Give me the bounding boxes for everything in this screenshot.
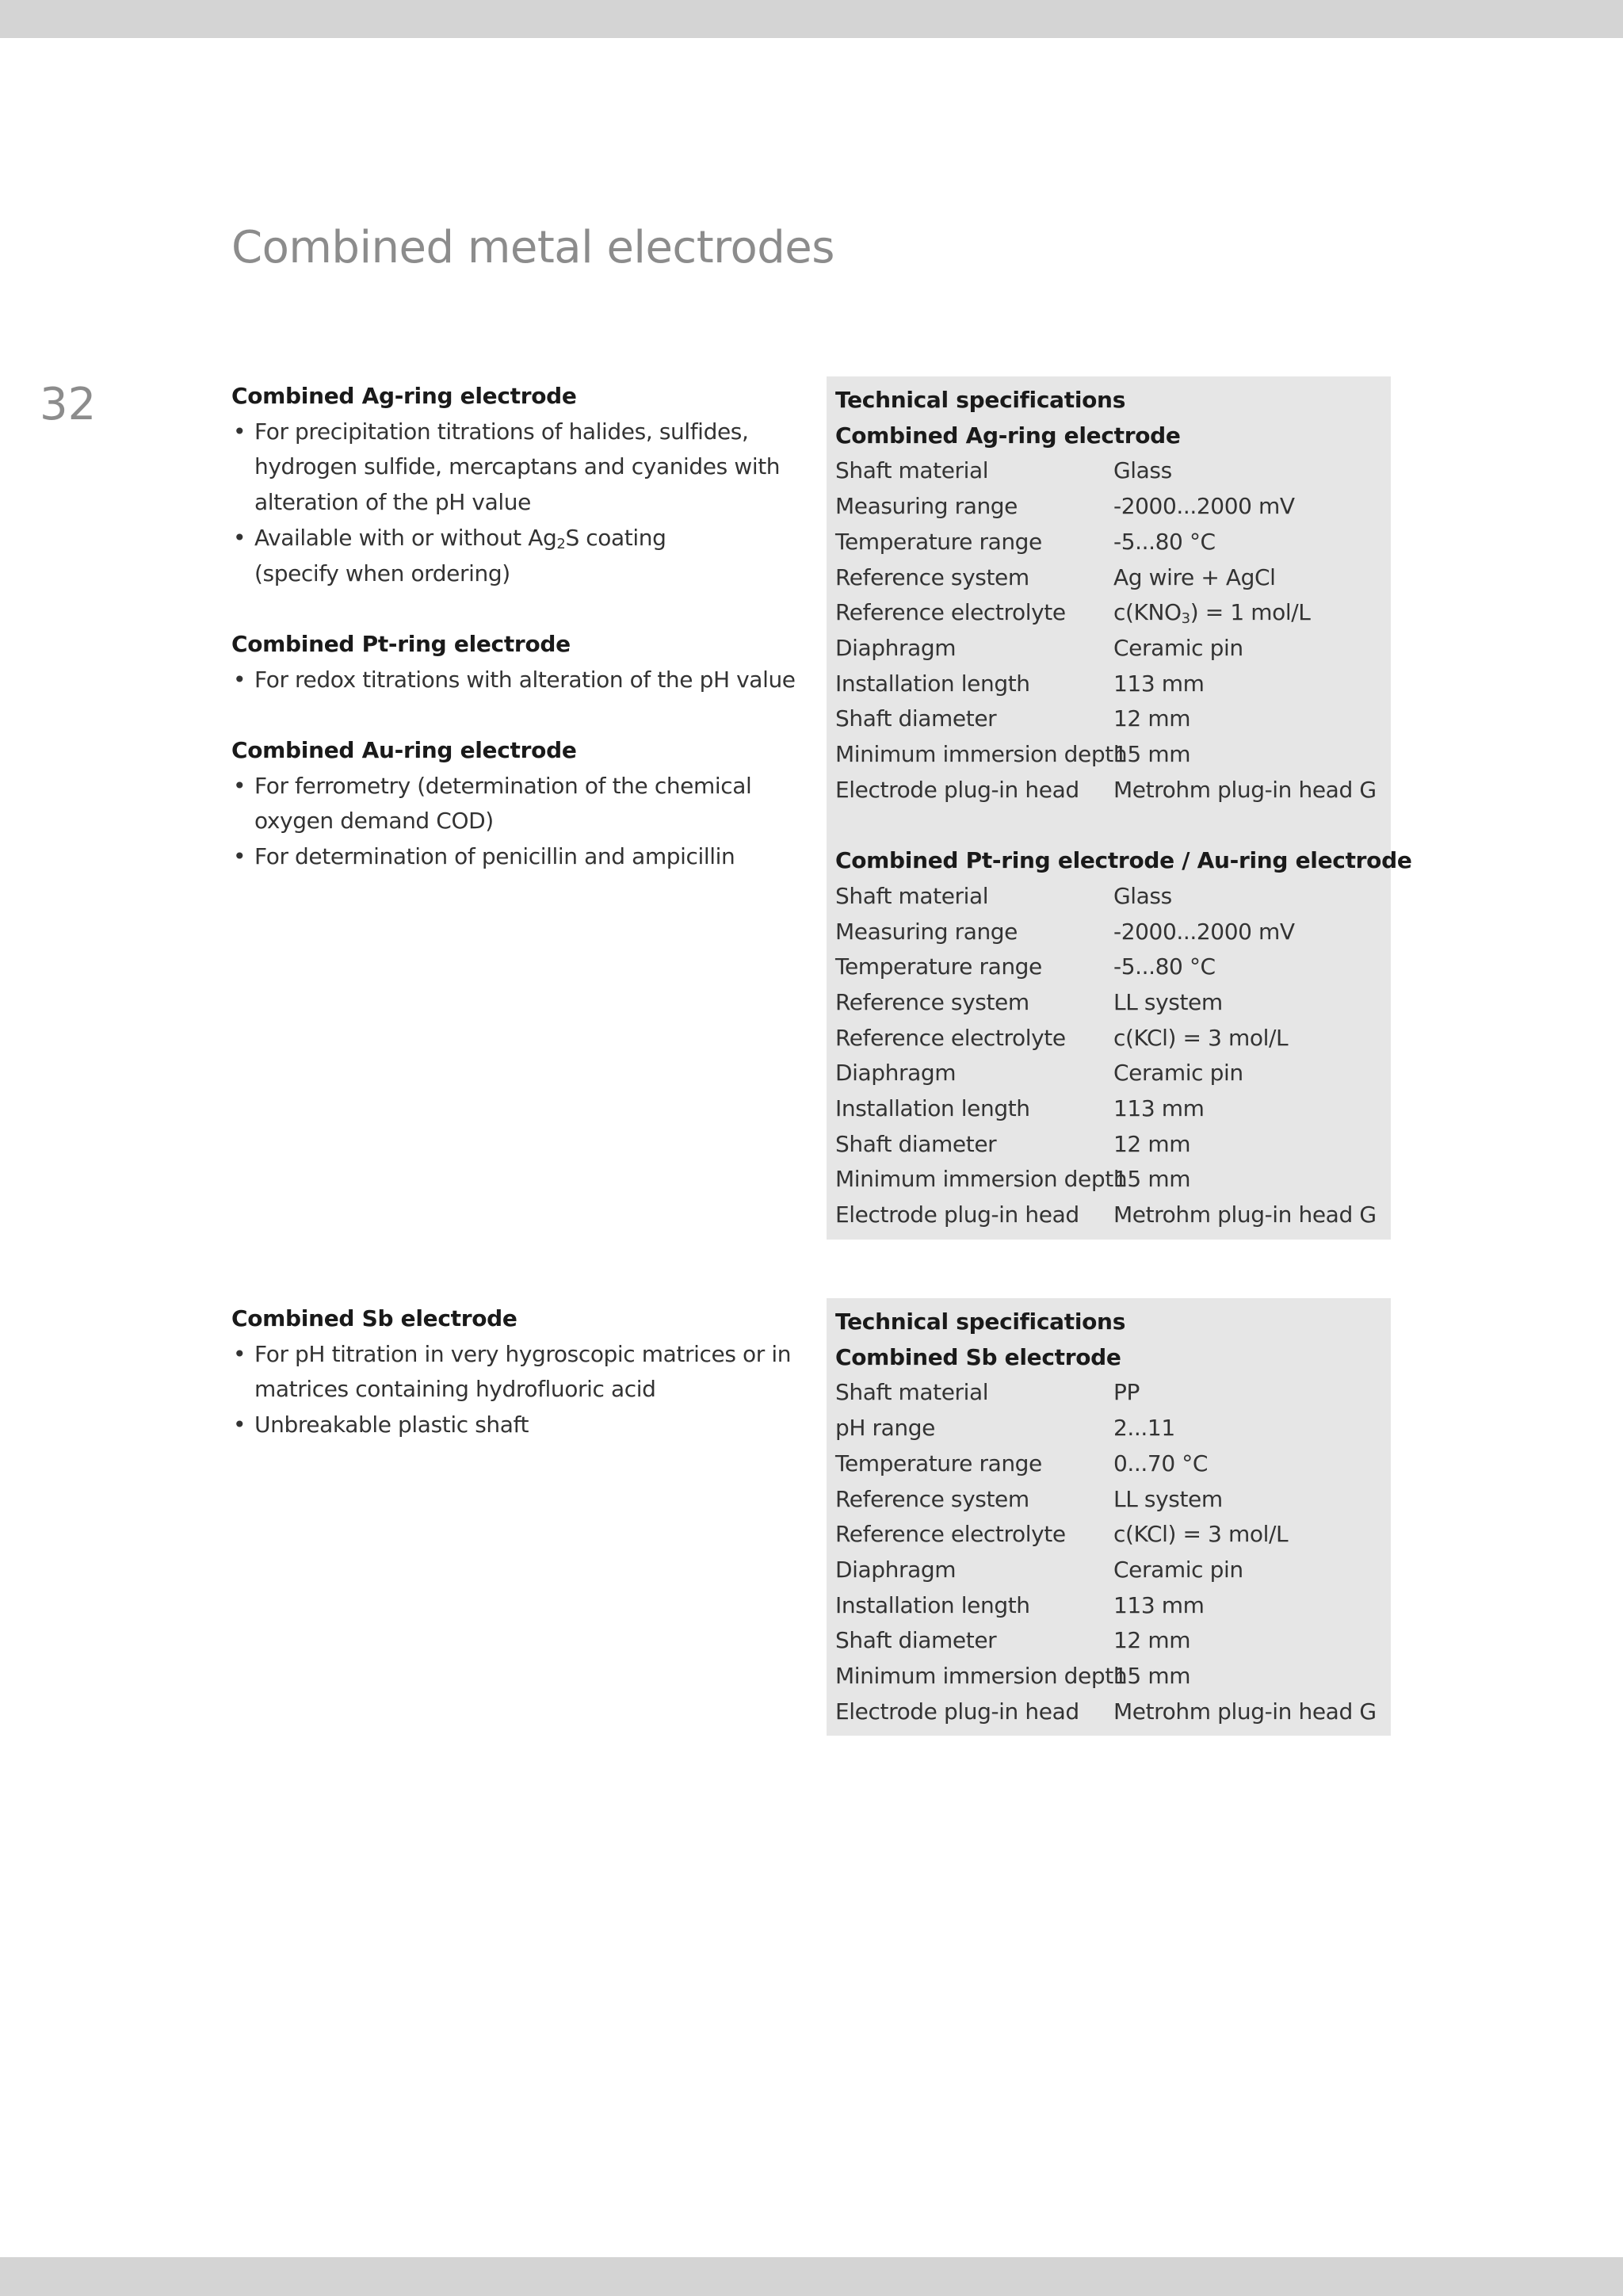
section2-products [231,1301,802,1479]
bullet-list [231,663,802,698]
spec-row [835,1659,1391,1694]
spec-row [835,1162,1391,1198]
spec-row [835,1446,1391,1482]
spec-value: Ceramic pin [1113,1556,1243,1583]
spec-value: Metrohm plug-in head G [1113,776,1377,803]
spec-value: LL system [1113,1485,1223,1512]
spec-row [835,949,1391,985]
spec-row [835,1411,1391,1446]
spec-value: 113 mm [1113,1591,1205,1618]
spec-value: $c(KNO_3) = 1$ mol/L [1113,599,1311,628]
spec-row [835,701,1391,737]
spec-row [835,453,1391,489]
bullet-icon: • [233,772,246,799]
spec-label: Diaphragm [835,634,957,661]
spec-label: Reference system [835,563,1029,590]
spec-value: 15 mm [1113,741,1191,768]
bullet-item: • For ferrometry (determination of the chemical oxygen demand COD) [231,769,802,839]
spec-row [835,1091,1391,1127]
page-title: Combined metal electrodes [231,222,834,273]
spec-value: -5...80 °C [1113,528,1216,555]
spec-row [835,1623,1391,1659]
bullet-list [231,415,802,592]
spec-label: Temperature range [835,1450,1042,1477]
spec-label: Electrode plug-in head [835,1201,1079,1228]
spec-value: -2000...2000 mV [1113,493,1295,520]
bullet-item: • For redox titrations with alteration of the pH value [231,663,802,698]
spec-value: Glass [1113,882,1172,909]
spec-label: Diaphragm [835,1060,957,1087]
bullet-item: • For pH titration in very hygroscopic matrices or in matrices containing hydrofluoric acid [231,1337,802,1408]
spec-label: Installation length [835,1095,1030,1122]
spec-group-title: Combined Pt-ring electrode / Au-ring electrode [835,847,1412,874]
bullet-icon: • [233,418,246,445]
spec-label: Minimum immersion depth [835,1166,1128,1193]
spec-value: Ceramic pin [1113,1060,1243,1087]
spec-row [835,879,1391,915]
spec-row [835,737,1391,773]
spec-heading: Technical specifications [835,1308,1126,1335]
spec-group-title: Combined Ag-ring electrode [835,422,1181,449]
product-title: Combined Au-ring electrode [231,737,577,763]
spec-label: Reference electrolyte [835,1024,1066,1051]
spec-label: Temperature range [835,528,1042,555]
spec-value: -2000...2000 mV [1113,918,1295,945]
spec-value: 12 mm [1113,1130,1191,1157]
bullet-list [231,1337,802,1443]
spec-row [835,773,1391,808]
spec-gap [835,808,1391,843]
spec-box-section2 [827,1298,1391,1736]
spec-value: Glass [1113,457,1172,484]
bullet-icon: • [233,1340,246,1367]
spec-label: Reference system [835,1485,1029,1512]
product-ag-ring [231,379,802,591]
bullet-item: • For determination of penicillin and ampicillin [231,839,802,875]
spec-row [835,595,1391,631]
spec-row [835,525,1391,560]
spec-value: Metrohm plug-in head G [1113,1201,1377,1228]
bottom-band [0,2257,1623,2296]
product-title: Combined Pt-ring electrode [231,630,571,657]
spec-label: Shaft material [835,882,989,909]
bullet-icon: • [233,843,246,870]
product-pt-ring [231,627,802,697]
spec-row [835,985,1391,1021]
spec-row [835,1375,1391,1411]
spec-heading: Technical specifications [835,387,1126,413]
spec-row [835,1482,1391,1518]
spec-row [835,1694,1391,1730]
bullet-icon: • [233,1412,246,1438]
spec-label: Reference electrolyte [835,599,1066,626]
spec-label: Reference electrolyte [835,1521,1066,1548]
spec-value: 2...11 [1113,1415,1175,1442]
spec-value: 12 mm [1113,705,1191,732]
product-sb [231,1301,802,1443]
spec-label: Minimum immersion depth [835,741,1128,768]
spec-row [835,915,1391,950]
spec-row [835,1198,1391,1233]
product-au-ring [231,733,802,875]
spec-row [835,1553,1391,1588]
section1-products [231,379,802,911]
bullet-item: • For precipitation titrations of halides, sulfides, hydrogen sulfide, mercaptans and cyanides with alteration of the pH value [231,415,802,521]
spec-row [835,560,1391,596]
spec-label: Temperature range [835,953,1042,980]
spec-label: Measuring range [835,918,1018,945]
spec-label: pH range [835,1415,935,1442]
top-band [0,0,1623,38]
spec-label: Shaft diameter [835,705,997,732]
spec-value: 12 mm [1113,1627,1191,1654]
spec-label: Shaft diameter [835,1627,997,1654]
spec-row [835,1056,1391,1091]
spec-label: Electrode plug-in head [835,1698,1079,1725]
spec-value: PP [1113,1379,1140,1406]
bullet-icon: • [233,524,246,551]
spec-row [835,667,1391,702]
spec-value: 15 mm [1113,1663,1191,1690]
bullet-icon: • [233,666,246,693]
spec-value: Ceramic pin [1113,634,1243,661]
spec-box-section1 [827,376,1412,1240]
spec-value: c(KCl) = 3 mol/L [1113,1024,1289,1051]
spec-value: Ag wire + AgCl [1113,563,1276,590]
spec-label: Shaft material [835,1379,989,1406]
spec-value: Metrohm plug-in head G [1113,1698,1377,1725]
product-title: Combined Ag-ring electrode [231,383,577,409]
spec-value: 15 mm [1113,1166,1191,1193]
spec-label: Shaft diameter [835,1130,997,1157]
spec-group-title: Combined Sb electrode [835,1343,1121,1370]
bullet-list [231,769,802,875]
page-number: 32 [40,379,97,430]
spec-value: c(KCl) = 3 mol/L [1113,1521,1289,1548]
spec-row [835,489,1391,525]
spec-row [835,1021,1391,1056]
spec-value: LL system [1113,988,1223,1015]
spec-row [835,1588,1391,1624]
spec-label: Reference system [835,988,1029,1015]
spec-label: Installation length [835,670,1030,697]
spec-value: 113 mm [1113,1095,1205,1122]
product-title: Combined Sb electrode [231,1305,517,1331]
spec-value: 0...70 °C [1113,1450,1208,1477]
spec-label: Shaft material [835,457,989,484]
spec-row [835,631,1391,667]
spec-label: Electrode plug-in head [835,776,1079,803]
spec-label: Installation length [835,1591,1030,1618]
spec-label: Minimum immersion depth [835,1663,1128,1690]
spec-value: 113 mm [1113,670,1205,697]
spec-row [835,1127,1391,1163]
bullet-item: • Available with or without $Ag_2S$ coating (specify when ordering) [231,521,802,591]
spec-value: -5...80 °C [1113,953,1216,980]
spec-label: Diaphragm [835,1556,957,1583]
spec-label: Measuring range [835,493,1018,520]
bullet-item: • Unbreakable plastic shaft [231,1408,802,1443]
spec-row [835,1517,1391,1553]
